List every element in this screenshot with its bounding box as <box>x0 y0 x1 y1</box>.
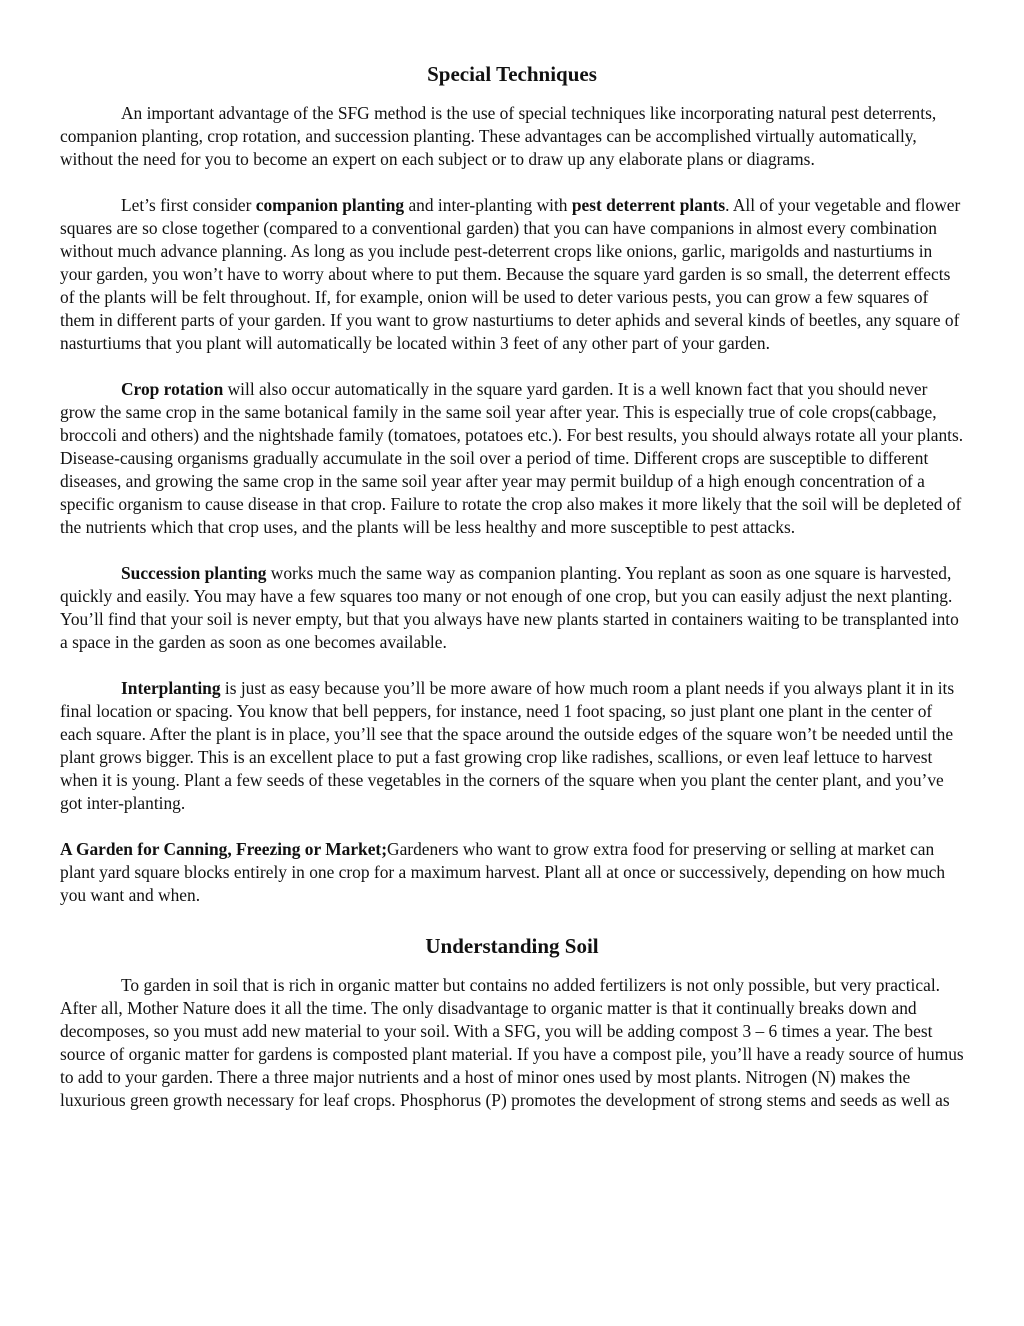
spacer <box>60 815 964 838</box>
paragraph-companion-planting <box>60 194 964 355</box>
section-heading-special-techniques: Special Techniques <box>427 62 597 86</box>
text-run: is just as easy because you’ll be more aware of how much room a plant needs if you always plant it in its final location or spacing. You know that bell peppers, for instance, need 1 foot spacing, so just plant one plant in the center of each square. After the plant is in place, you’ll see that the space around the outside edges of the square won’t be needed until the plant grows bigger. This is an excellent place to put a fast growing crop like radishes, scallions, or even leaf lettuce to harvest when it is young. Plant a few seeds of these vegetables in the corners of the square when you plant the center plant, and you’ve got inter-planting. <box>60 678 955 813</box>
paragraph-crop-rotation <box>60 378 964 539</box>
bold-term-crop-rotation: Crop rotation <box>121 379 224 399</box>
text-run: Let’s first consider <box>121 195 256 215</box>
bold-term-pest-deterrent-plants: pest deterrent plants <box>571 195 726 215</box>
spacer <box>60 960 964 974</box>
spacer <box>60 171 964 194</box>
text-run: Gardeners who want to grow extra food for preserving or selling at market can plant yard square blocks entirely in one crop for a maximum harvest. Plant all at once or successively, depending on how much you want and when. <box>60 839 946 905</box>
bold-term-succession-planting: Succession planting <box>121 563 267 583</box>
spacer <box>60 355 964 378</box>
spacer <box>60 88 964 102</box>
text-run: and inter-planting with <box>404 195 572 215</box>
text-run: works much the same way as companion planting. You replant as soon as one square is harvested, quickly and easily. You may have a few squares too many or not enough of one crop, but you can easily adjust the next planting. You’ll find that your soil is never empty, but that you always have new plants started in containers waiting to be transplanted into a space in the garden as soon as one becomes available. <box>60 563 959 652</box>
document-page <box>60 60 964 1112</box>
paragraph-understanding-soil: To garden in soil that is rich in organic matter but contains no added fertilizers is not only possible, but very practical. After all, Mother Nature does it all the time. The only disadvantage to organic matter is that it continually breaks down and decomposes, so you must add new material to your soil. With a SFG, you will be adding compost 3 – 6 times a year. The best source of organic matter for gardens is composted plant material. If you have a compost pile, you’ll have a ready source of humus to add to your garden. There a three major nutrients and a host of minor ones used by most plants. Nitrogen (N) makes the luxurious green growth necessary for leaf crops. Phosphorus (P) promotes the development of strong stems and seeds as well as <box>60 975 964 1110</box>
paragraph-succession-planting <box>60 562 964 654</box>
text-run: will also occur automatically in the square yard garden. It is a well known fact that you should never grow the same crop in the same botanical family in the same soil year after year. This is especially true of cole crops(cabbage, broccoli and others) and the nightshade family (tomatoes, potatoes etc.). For best results, you should always rotate all your plants. Disease-causing organisms gradually accumulate in the soil over a period of time. Different crops are susceptible to different diseases, and growing the same crop in the same soil year after year may permit buildup of a high enough concentration of a specific organism to cause disease in that crop. Failure to rotate the crop also makes it more likely that the soil will be depleted of the nutrients which that crop uses, and the plants will be less healthy and more susceptible to pest attacks. <box>60 379 964 537</box>
bold-term-interplanting: Interplanting <box>121 678 221 698</box>
paragraph-intro: An important advantage of the SFG method is the use of special techniques like incorporating natural pest deterrents, companion planting, crop rotation, and succession planting. These advantages can be accomplished virtually automatically, without the need for you to become an expert on each subject or to draw up any elaborate plans or diagrams. <box>60 103 937 169</box>
spacer <box>60 539 964 562</box>
spacer <box>60 907 964 932</box>
bold-term-garden-for-canning: A Garden for Canning, Freezing or Market; <box>60 839 388 859</box>
paragraph-garden-for-canning <box>60 838 964 907</box>
text-run: . All of your vegetable and flower squares are so close together (compared to a conventional garden) that you can have companions in almost every combination without much advance planning. As long as you include pest-deterrent crops like onions, garlic, marigolds and nasturtiums in your garden, you won’t have to worry about where to put them. Because the square yard garden is so small, the deterrent effects of the plants will be felt throughout. If, for example, onion will be used to deter various pests, you can grow a few squares of them in different parts of your garden. If you want to grow nasturtiums to deter aphids and several kinds of beetles, any square of nasturtiums that you plant will automatically be located within 3 feet of any other part of your garden. <box>60 195 961 353</box>
section-heading-understanding-soil: Understanding Soil <box>425 934 599 958</box>
paragraph-interplanting <box>60 677 964 815</box>
spacer <box>60 654 964 677</box>
bold-term-companion-planting: companion planting <box>255 195 405 215</box>
